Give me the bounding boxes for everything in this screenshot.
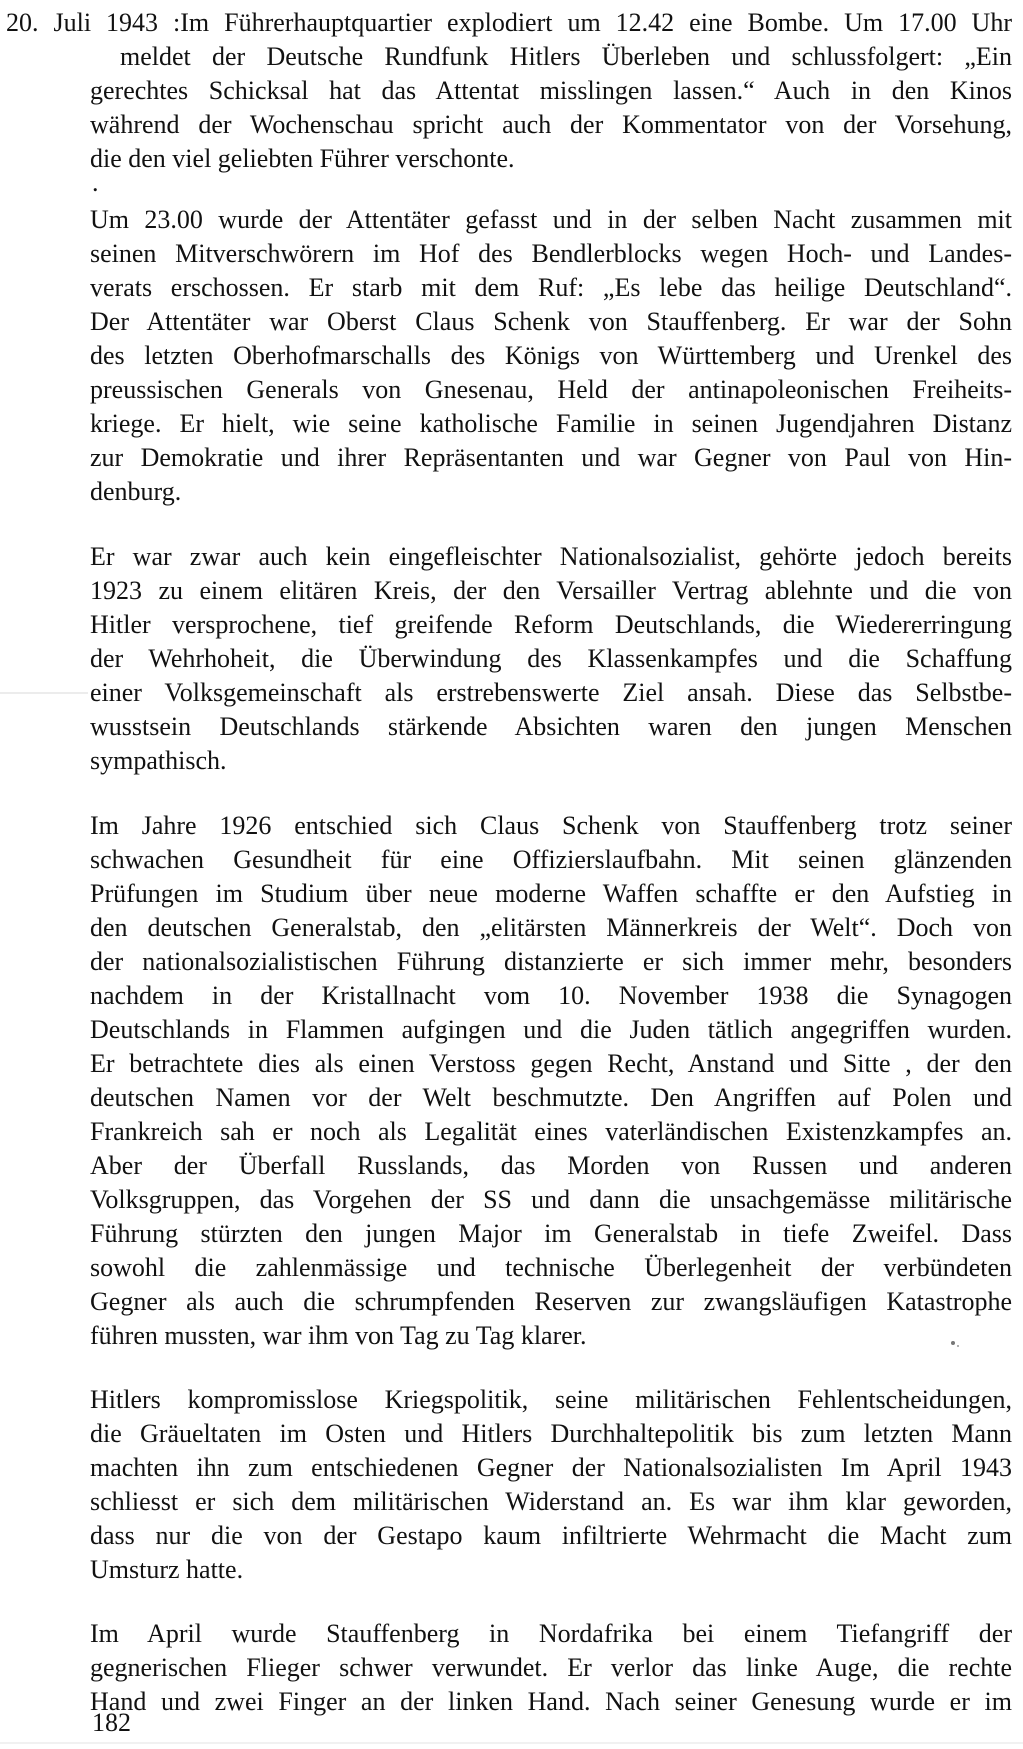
text-line: schwachen Gesundheit für eine Offizierslaufbahn. Mit seinen glänzenden (90, 845, 1012, 874)
text-line: der nationalsozialistischen Führung distanzierte er sich immer mehr, besonders (90, 947, 1012, 976)
text-line: einer Volksgemeinschaft als erstrebenswerte Ziel ansah. Diese das Selbstbe- (90, 678, 1012, 707)
text-line: während der Wochenschau spricht auch der Kommentator von der Vorsehung, (90, 110, 1012, 139)
text-line: Hitler versprochene, tief greifende Reform Deutschlands, die Wiedererringung (90, 610, 1012, 639)
text-line: Umsturz hatte. (90, 1555, 244, 1584)
text-line: Prüfungen im Studium über neue moderne Waffen schaffte er den Aufstieg in (90, 879, 1012, 908)
text-line: Hitlers kompromisslose Kriegspolitik, seine militärischen Fehlentscheidungen, (90, 1385, 1012, 1414)
text-line: Der Attentäter war Oberst Claus Schenk von Stauffenberg. Er war der Sohn (90, 307, 1012, 336)
text-line: Er war zwar auch kein eingefleischter Nationalsozialist, gehörte jedoch bereits (90, 542, 1012, 571)
text-line: Gegner als auch die schrumpfenden Reserven zur zwangsläufigen Katastrophe (90, 1287, 1012, 1316)
text-line: sympathisch. (90, 746, 227, 775)
text-line: zur Demokratie und ihrer Repräsentanten und war Gegner von Paul von Hin- (90, 443, 1012, 472)
text-line: die Gräueltaten im Osten und Hitlers Durchhaltepolitik bis zum letzten Mann (90, 1419, 1012, 1448)
text-line: Um 23.00 wurde der Attentäter gefasst und in der selben Nacht zusammen mit (90, 205, 1012, 234)
text-line: nachdem in der Kristallnacht vom 10. November 1938 die Synagogen (90, 981, 1012, 1010)
text-line: verats erschossen. Er starb mit dem Ruf: „Es lebe das heilige Deutschland“. (90, 273, 1012, 302)
text-line: Volksgruppen, das Vorgehen der SS und dann die unsachgemässe militärische (90, 1185, 1012, 1214)
text-line: gegnerischen Flieger schwer verwundet. Er verlor das linke Auge, die rechte (90, 1653, 1012, 1682)
text-line: Er betrachtete dies als einen Verstoss gegen Recht, Anstand und Sitte , der den (90, 1049, 1012, 1078)
text-line: Frankreich sah er noch als Legalität eines vaterländischen Existenzkampfes an. (90, 1117, 1012, 1146)
separator-dot: . (92, 168, 99, 197)
text-line: Führung stürzten den jungen Major im Generalstab in tiefe Zweifel. Dass (90, 1219, 1012, 1248)
page-number: 182 (92, 1708, 131, 1737)
text-line: die den viel geliebten Führer verschonte. (90, 144, 515, 173)
text-line: preussischen Generals von Gnesenau, Held der antinapoleonischen Freiheits- (90, 375, 1012, 404)
text-line: wusstsein Deutschlands stärkende Absichten waren den jungen Menschen (90, 712, 1012, 741)
text-line: denburg. (90, 477, 182, 506)
text-line: 20. Juli 1943 :Im Führerhauptquartier explodiert um 12.42 eine Bombe. Um 17.00 Uhr (6, 8, 1012, 37)
text-line: der Wehrhoheit, die Überwindung des Klassenkampfes und die Schaffung (90, 644, 1012, 673)
text-line: sowohl die zahlenmässige und technische Überlegenheit der verbündeten (90, 1253, 1012, 1282)
text-line: kriege. Er hielt, wie seine katholische Familie in seinen Jugendjahren Distanz (90, 409, 1012, 438)
text-line: Aber der Überfall Russlands, das Morden von Russen und anderen (90, 1151, 1012, 1180)
text-line: Hand und zwei Finger an der linken Hand. Nach seiner Genesung wurde er im (90, 1687, 1012, 1716)
text-line: führen mussten, war ihm von Tag zu Tag klarer. (90, 1321, 587, 1350)
text-line: Im April wurde Stauffenberg in Nordafrika bei einem Tiefangriff der (90, 1619, 1012, 1648)
text-line: des letzten Oberhofmarschalls des Königs von Württemberg und Urenkel des (90, 341, 1012, 370)
text-line: den deutschen Generalstab, den „elitärsten Männerkreis der Welt“. Doch von (90, 913, 1012, 942)
text-line: dass nur die von der Gestapo kaum infiltrierte Wehrmacht die Macht zum (90, 1521, 1012, 1550)
text-line: machten ihn zum entschiedenen Gegner der Nationalsozialisten Im April 1943 (90, 1453, 1012, 1482)
text-line: Im Jahre 1926 entschied sich Claus Schenk von Stauffenberg trotz seiner (90, 811, 1012, 840)
text-line: deutschen Namen vor der Welt beschmutzte. Den Angriffen auf Polen und (90, 1083, 1012, 1112)
text-line: seinen Mitverschwörern im Hof des Bendlerblocks wegen Hoch- und Landes- (90, 239, 1012, 268)
text-line: 1923 zu einem elitären Kreis, der den Versailler Vertrag ablehnte und die von (90, 576, 1012, 605)
text-line: schliesst er sich dem militärischen Widerstand an. Es war ihm klar geworden, (90, 1487, 1012, 1516)
text-line: Deutschlands in Flammen aufgingen und die Juden tätlich angegriffen wurden. (90, 1015, 1012, 1044)
text-line: meldet der Deutsche Rundfunk Hitlers Überleben und schlussfolgert: „Ein (120, 42, 1012, 71)
text-line: gerechtes Schicksal hat das Attentat misslingen lassen.“ Auch in den Kinos (90, 76, 1012, 105)
